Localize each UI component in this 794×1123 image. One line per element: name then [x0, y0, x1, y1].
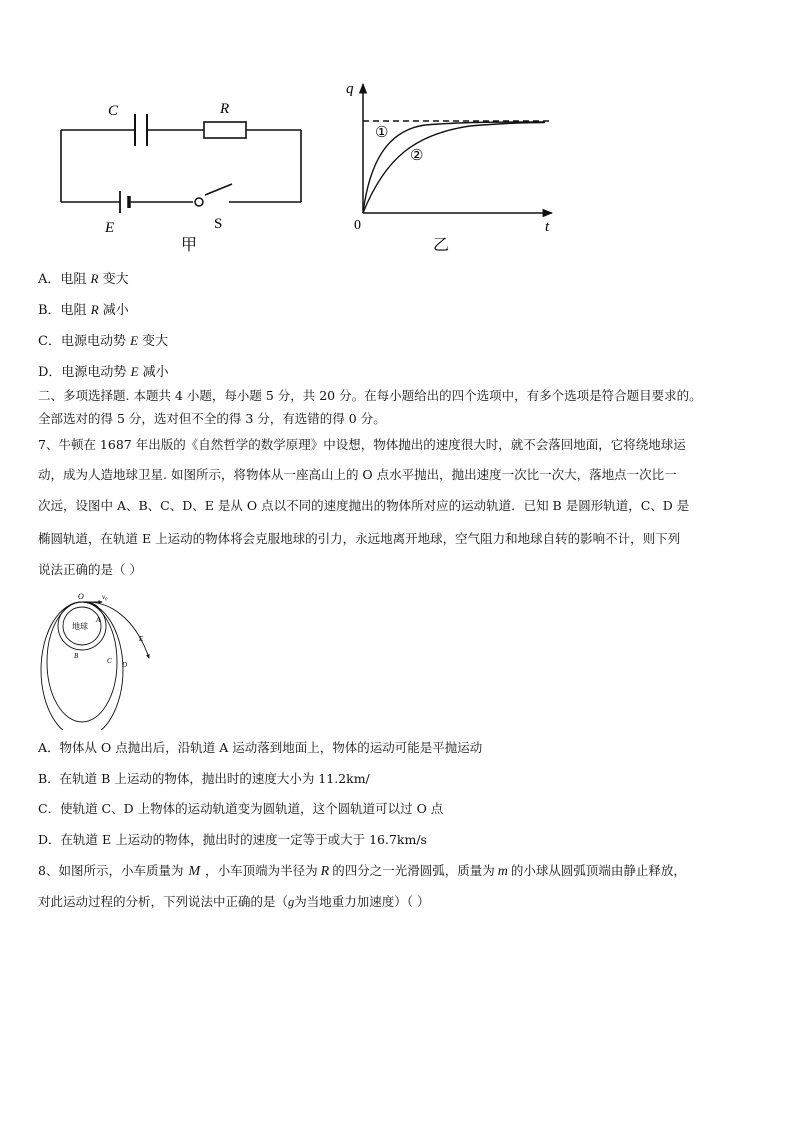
x-axis-label: t [545, 219, 550, 235]
section2-line1: 二、多项选择题. 本题共 4 小题，每小题 5 分，共 20 分。在每小题给出的四个选项中，有多个选项是符合题目要求的。 [38, 388, 702, 403]
curve-1-label: ① [375, 125, 389, 141]
q7-option-b: B．在轨道 B 上运动的物体，抛出时的速度大小为 11.2km/ [38, 771, 370, 786]
q7-line-2: 动，成为人造地球卫星. 如图所示，将物体从一座高山上的 O 点水平抛出，抛出速度一次比一次大，落地点一次比一 [38, 467, 677, 482]
label-o: O [78, 592, 84, 601]
circuit-diagram [50, 95, 320, 255]
q7-option-a: A．物体从 O 点抛出后，沿轨道 A 运动落到地面上，物体的运动可能是平抛运动 [38, 740, 483, 755]
label-b: B [74, 652, 79, 660]
label-capacitor: C [108, 103, 119, 119]
y-axis-label: q [346, 81, 354, 97]
q7-option-c: C．使轨道 C、D 上物体的运动轨道变为圆轨道，这个圆轨道可以过 O 点 [38, 801, 444, 816]
curve-1 [363, 122, 545, 213]
q7-line-5: 说法正确的是（ ） [38, 562, 142, 577]
origin-label: 0 [354, 218, 361, 233]
section2-line2: 全部选对的得 5 分，选对但不全的得 3 分，有选错的得 0 分。 [38, 411, 386, 426]
label-v0: v₀ [102, 593, 108, 601]
label-earth: 地球 [72, 622, 88, 631]
charge-time-graph [340, 78, 570, 258]
q7-line-1: 7、牛顿在 1687 年出版的《自然哲学的数学原理》中设想，物体抛出的速度很大时，就不会落回地面，它将绕地球运 [38, 437, 686, 452]
q6-option-c: C．电源电动势 E 变大 [38, 333, 169, 349]
curve-2-label: ② [410, 148, 424, 164]
orbit-diagram [36, 590, 156, 730]
q6-option-a: A．电阻 R 变大 [38, 271, 129, 287]
curve-2 [363, 123, 545, 214]
q8-line-1: 8、如图所示，小车质量为 M ，小车顶端为半径为 R 的四分之一光滑圆弧，质量为 m 的小球从圆弧顶端由静止释放， [38, 863, 686, 879]
q7-line-4: 椭圆轨道，在轨道 E 上运动的物体将会克服地球的引力，永远地离开地球，空气阻力和地球自转的影响不计，则下列 [38, 531, 681, 546]
q6-option-b: B．电阻 R 减小 [38, 302, 129, 318]
q8-line-2: 对此运动过程的分析，下列说法中正确的是（g为当地重力加速度）（ ） [38, 894, 430, 909]
label-switch: S [214, 216, 223, 232]
label-battery: E [105, 220, 115, 236]
label-e: E [139, 635, 144, 643]
caption-jia: 甲 [181, 237, 198, 254]
label-resistor: R [220, 101, 230, 117]
q7-line-3: 次远，设图中 A、B、C、D、E 是从 O 点以不同的速度抛出的物体所对应的运动轨道．已知 B 是圆形轨道，C、D 是 [38, 498, 690, 513]
q6-option-d: D．电源电动势 E 减小 [38, 364, 169, 380]
switch-contact [195, 198, 203, 206]
q7-option-d: D．在轨道 E 上运动的物体，抛出时的速度一定等于或大于 16.7km/s [38, 832, 427, 847]
caption-yi: 乙 [433, 237, 450, 254]
label-a: A [96, 616, 101, 624]
label-c: C [107, 657, 112, 665]
label-d: D [122, 661, 128, 669]
